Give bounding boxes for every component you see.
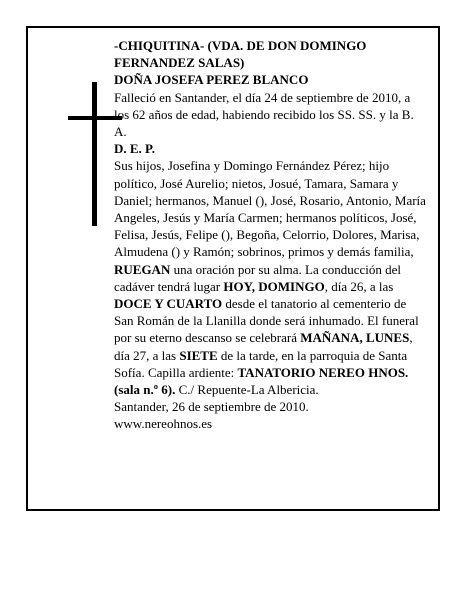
nickname-line-2: FERNANDEZ SALAS): [114, 55, 245, 71]
ceremony-text-6: C./ Repuente-La Albericia.: [175, 382, 319, 398]
ceremony-text-2: , día 26, a las: [324, 278, 394, 294]
death-notice: Falleció en Santander, el día 24 de septiembre de 2010, a los 62 años de edad, habiendo recibido los SS. SS. y la B. A.: [114, 89, 414, 140]
nickname-line-1: -CHIQUITINA- (VDA. DE DON DOMINGO: [114, 38, 367, 53]
ceremony-text-5: de la tarde, en la parroquia de Santa Sofía. Capilla ardiente:: [114, 347, 408, 380]
ruegan-word: RUEGAN: [114, 261, 171, 277]
manana-lunes: MAÑANA, LUNES: [300, 330, 410, 346]
cross-vertical-bar: [92, 82, 97, 226]
tanatorio-name: TANATORIO NEREO HNOS. (sala n.º 6).: [114, 364, 409, 398]
doce-y-cuarto: DOCE Y CUARTO: [114, 296, 223, 312]
website-link[interactable]: www.nereohnos.es: [114, 416, 213, 432]
ceremony-text-4: , día 27, a las: [114, 330, 413, 363]
date-line: Santander, 26 de septiembre de 2010.: [114, 399, 309, 415]
obituary-text: [114, 37, 426, 433]
ceremony-text-3: desde el tanatorio al cementerio de San Román de la Llanilla donde será inhumado. El funeral por su eterno descanso se celebrará: [114, 296, 419, 346]
siete-hour: SIETE: [179, 347, 218, 363]
family-paragraph: Sus hijos, Josefina y Domingo Fernández Pérez; hijo político, José Aurelio; nietos, Josué, Tamara, Samara y Daniel; hermanos, Manuel (), José, Rosario, Antonio, María Angeles, Jesús y María Carmen; hermanos políticos, José, Felisa, Jesús, Felipe (), Begoña, Celorrio, Dolores, Marisa, Almudena () y Ramón; sobrinos, primos y demás familia,: [114, 158, 426, 260]
ceremony-text-1: una oración por su alma. La conducción del cadáver tendrá lugar: [114, 261, 402, 294]
hoy-domingo: HOY, DOMINGO: [223, 278, 325, 294]
ceremony-paragraph: [114, 261, 426, 399]
dep-line: D. E. P.: [114, 141, 156, 157]
deceased-name: DOÑA JOSEFA PEREZ BLANCO: [114, 72, 309, 88]
